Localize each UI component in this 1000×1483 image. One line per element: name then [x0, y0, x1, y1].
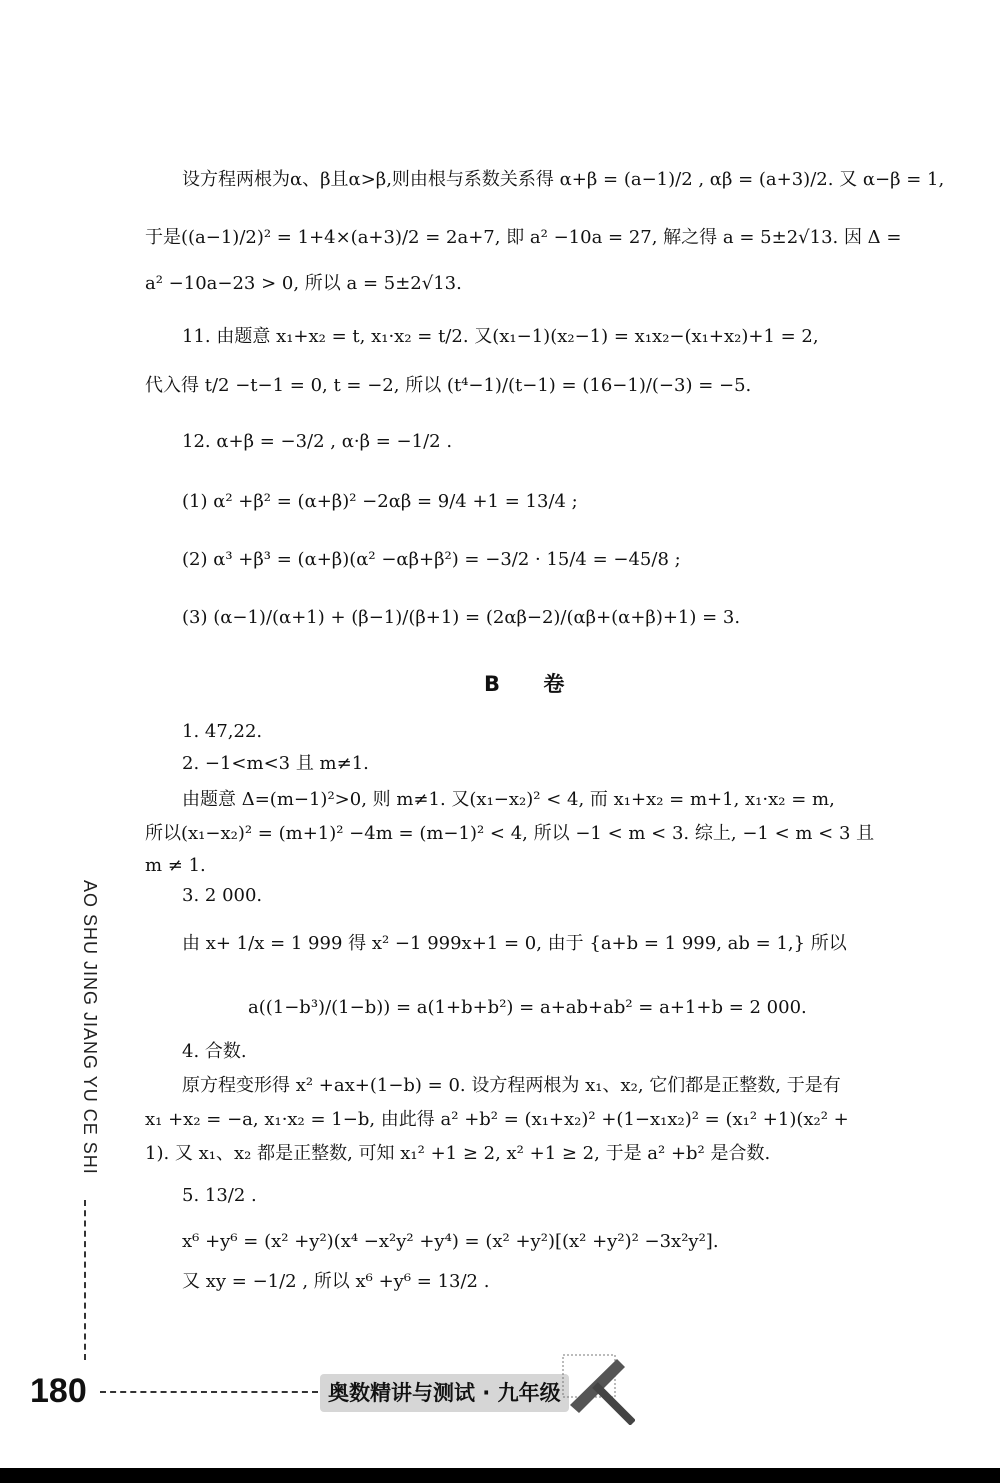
text-line: 1). 又 x₁、x₂ 都是正整数, 可知 x₁² +1 ≥ 2, x² +1 ≥ 2, 于是 a² +b² 是合数. — [145, 1143, 771, 1164]
text-line: 所以(x₁−x₂)² = (m+1)² −4m = (m−1)² < 4, 所以 −1 < m < 3. 综上, −1 < m < 3 且 — [145, 823, 875, 844]
page-number: 180 — [30, 1372, 87, 1410]
text-line: 由 x+ 1/x = 1 999 得 x² −1 999x+1 = 0, 由于 {a+b = 1 999, ab = 1,} 所以 — [182, 933, 847, 954]
text-line: 原方程变形得 x² +ax+(1−b) = 0. 设方程两根为 x₁、x₂, 它们都是正整数, 于是有 — [182, 1075, 841, 1096]
scan-bottom-edge — [0, 1468, 1000, 1483]
text-line: 设方程两根为α、β且α>β,则由根与系数关系得 α+β = (a−1)/2 , αβ = (a+3)/2. 又 α−β = 1, — [182, 169, 945, 190]
side-pinyin-title: AO SHU JING JIANG YU CE SHI — [80, 880, 100, 1175]
text-line: m ≠ 1. — [145, 855, 206, 876]
text-line: 由题意 Δ=(m−1)²>0, 则 m≠1. 又(x₁−x₂)² < 4, 而 x₁+x₂ = m+1, x₁·x₂ = m, — [182, 789, 835, 810]
text-line: 12. α+β = −3/2 , α·β = −1/2 . — [182, 431, 453, 452]
text-line: (1) α² +β² = (α+β)² −2αβ = 9/4 +1 = 13/4 ; — [182, 491, 578, 512]
text-line: a² −10a−23 > 0, 所以 a = 5±2√13. — [145, 273, 462, 294]
book-title: 奥数精讲与测试 · 九年级 — [320, 1374, 569, 1412]
text-line: 2. −1<m<3 且 m≠1. — [182, 753, 369, 774]
text-line: a((1−b³)/(1−b)) = a(1+b+b²) = a+ab+ab² = a+1+b = 2 000. — [248, 997, 807, 1018]
text-line: x⁶ +y⁶ = (x² +y²)(x⁴ −x²y² +y⁴) = (x² +y²)[(x² +y²)² −3x²y²]. — [182, 1231, 719, 1252]
text-line: 1. 47,22. — [182, 721, 263, 742]
text-line: 4. 合数. — [182, 1041, 247, 1062]
text-line: (3) (α−1)/(α+1) + (β−1)/(β+1) = (2αβ−2)/(αβ+(α+β)+1) = 3. — [182, 607, 741, 628]
text-line: 3. 2 000. — [182, 885, 263, 906]
text-line: 于是((a−1)/2)² = 1+4×(a+3)/2 = 2a+7, 即 a² −10a = 27, 解之得 a = 5±2√13. 因 Δ = — [145, 227, 902, 248]
section-title: B 卷 — [484, 672, 583, 696]
text-line: 又 xy = −1/2 , 所以 x⁶ +y⁶ = 13/2 . — [182, 1271, 490, 1292]
text-line: 5. 13/2 . — [182, 1185, 257, 1206]
text-line: 代入得 t/2 −t−1 = 0, t = −2, 所以 (t⁴−1)/(t−1) = (16−1)/(−3) = −5. — [145, 375, 752, 396]
ruler-square-icon — [555, 1345, 635, 1425]
side-dash-divider — [84, 1200, 86, 1360]
text-line: (2) α³ +β³ = (α+β)(α² −αβ+β²) = −3/2 · 15/4 = −45/8 ; — [182, 549, 681, 570]
text-line: 11. 由题意 x₁+x₂ = t, x₁·x₂ = t/2. 又(x₁−1)(x₂−1) = x₁x₂−(x₁+x₂)+1 = 2, — [182, 326, 819, 347]
footer-dash-divider — [100, 1391, 318, 1393]
text-line: x₁ +x₂ = −a, x₁·x₂ = 1−b, 由此得 a² +b² = (x₁+x₂)² +(1−x₁x₂)² = (x₁² +1)(x₂² + — [145, 1109, 849, 1130]
